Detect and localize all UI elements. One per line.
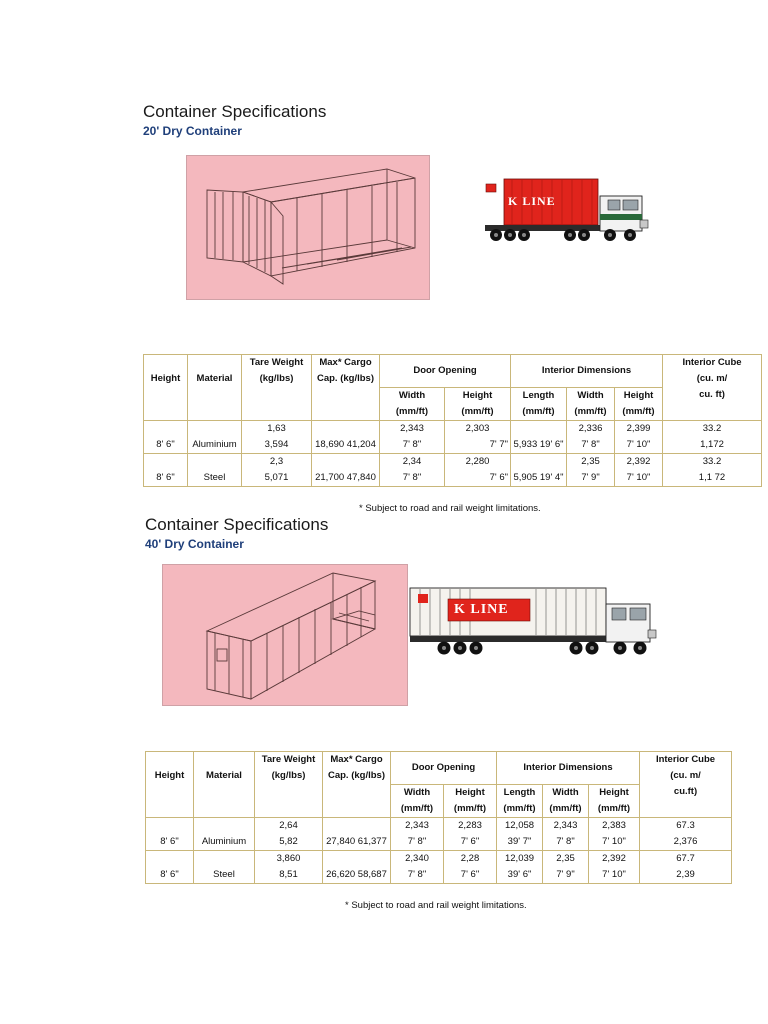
header-door-width: Width xyxy=(391,784,444,801)
cell-door-height-mm: 2,280 xyxy=(445,453,511,470)
cell-door-height-ft: 7' 6" xyxy=(444,867,497,884)
cell-int-height-ft: 7' 10" xyxy=(615,470,663,487)
truck-40ft-logo: K LINE xyxy=(454,602,509,617)
cell-int-width-mm: 2,35 xyxy=(543,850,589,867)
cell-tare-lbs: 8,51 xyxy=(255,867,323,884)
cell-height: 8' 6" xyxy=(144,437,188,454)
cell-door-width-ft: 7' 8" xyxy=(391,834,444,851)
cell-int-width-mm: 2,343 xyxy=(543,817,589,834)
header-tare-unit: (kg/lbs) xyxy=(242,371,312,387)
cell-material: Aluminium xyxy=(194,834,255,851)
section1-title: Container Specifications xyxy=(143,102,327,121)
cell-tare-lbs: 5,82 xyxy=(255,834,323,851)
section2-footnote: * Subject to road and rail weight limitations. xyxy=(345,900,527,911)
cell-int-width-ft: 7' 9" xyxy=(567,470,615,487)
cell-max-cargo: 26,620 58,687 xyxy=(323,867,391,884)
header-door-opening: Door Opening xyxy=(391,752,497,785)
cell-int-length-mm: 12,039 xyxy=(497,850,543,867)
table-row xyxy=(144,453,762,470)
header-max-unit: Cap. (kg/lbs) xyxy=(323,768,391,784)
cell-int-width-mm: 2,336 xyxy=(567,420,615,437)
header-cube-unit-2: cu.ft) xyxy=(640,784,732,801)
cell-door-height-mm: 2,28 xyxy=(444,850,497,867)
header-door-width: Width xyxy=(380,387,445,404)
section2-title: Container Specifications xyxy=(145,515,329,534)
container-20ft-drawing xyxy=(186,155,430,300)
header-interior-cube: Interior Cube xyxy=(663,355,762,372)
header-int-width: Width xyxy=(567,387,615,404)
header-height-label: Height xyxy=(144,371,188,387)
cell-material: Aluminium xyxy=(188,437,242,454)
cell-height: 8' 6" xyxy=(146,834,194,851)
header-max-cargo: Max* Cargo xyxy=(312,355,380,372)
container-20ft-illustration xyxy=(187,156,429,299)
header-int-height-unit: (mm/ft) xyxy=(615,404,663,421)
cell-door-height-mm: 2,283 xyxy=(444,817,497,834)
header-int-length: Length xyxy=(511,387,567,404)
header-material-label: Material xyxy=(188,371,242,387)
header-interior-cube: Interior Cube xyxy=(640,752,732,769)
cell-door-width-mm: 2,343 xyxy=(380,420,445,437)
cell-cube-ft: 2,39 xyxy=(640,867,732,884)
cell-max-cargo: 27,840 61,377 xyxy=(323,834,391,851)
cell-tare-kg: 2,64 xyxy=(255,817,323,834)
cell-door-width-mm: 2,340 xyxy=(391,850,444,867)
header-interior-dimensions: Interior Dimensions xyxy=(497,752,640,785)
cell-cube-m: 33.2 xyxy=(663,453,762,470)
header-door-height: Height xyxy=(445,387,511,404)
table-row xyxy=(146,867,732,884)
header-cube-unit-1: (cu. m/ xyxy=(640,768,732,784)
header-int-height: Height xyxy=(615,387,663,404)
cell-int-height-mm: 2,392 xyxy=(615,453,663,470)
header-interior-dimensions: Interior Dimensions xyxy=(511,355,663,388)
truck-20ft-logo: K LINE xyxy=(508,194,556,208)
cell-cube-m: 67.3 xyxy=(640,817,732,834)
cell-int-width-ft: 7' 9" xyxy=(543,867,589,884)
header-door-width-unit: (mm/ft) xyxy=(391,801,444,818)
header-door-height-unit: (mm/ft) xyxy=(445,404,511,421)
container-40ft-illustration xyxy=(163,565,407,705)
header-int-width-unit: (mm/ft) xyxy=(543,801,589,818)
cell-int-height-mm: 2,399 xyxy=(615,420,663,437)
cell-tare-kg: 1,63 xyxy=(242,420,312,437)
cell-int-length-mm: 12,058 xyxy=(497,817,543,834)
header-door-width-unit: (mm/ft) xyxy=(380,404,445,421)
section1-subtitle: 20' Dry Container xyxy=(143,124,242,138)
table-row xyxy=(144,437,762,454)
header-max-cargo: Max* Cargo xyxy=(323,752,391,769)
table-row xyxy=(146,834,732,851)
header-max-unit: Cap. (kg/lbs) xyxy=(312,371,380,387)
cell-cube-m: 67.7 xyxy=(640,850,732,867)
cell-door-width-ft: 7' 8" xyxy=(391,867,444,884)
header-int-height-unit: (mm/ft) xyxy=(589,801,640,818)
cell-int-width-ft: 7' 8" xyxy=(567,437,615,454)
header-tare-weight: Tare Weight xyxy=(255,752,323,769)
container-40ft-drawing xyxy=(162,564,408,706)
table-row xyxy=(144,420,762,437)
cell-cube-ft: 2,376 xyxy=(640,834,732,851)
header-height xyxy=(144,355,188,372)
cell-int-height-ft: 7' 10" xyxy=(589,834,640,851)
spec-table-40ft xyxy=(145,751,732,884)
header-material-spacer xyxy=(188,355,242,372)
cell-tare-lbs: 3,594 xyxy=(242,437,312,454)
header-height-label: Height xyxy=(146,768,194,784)
cell-max-cargo: 18,690 41,204 xyxy=(312,437,380,454)
table-row xyxy=(146,850,732,867)
cell-door-height-ft: 7' 6" xyxy=(445,470,511,487)
header-int-width-unit: (mm/ft) xyxy=(567,404,615,421)
header-int-length: Length xyxy=(497,784,543,801)
cell-tare-kg: 3,860 xyxy=(255,850,323,867)
cell-cube-m: 33.2 xyxy=(663,420,762,437)
cell-max-cargo: 21,700 47,840 xyxy=(312,470,380,487)
truck-20ft-illustration xyxy=(482,176,652,248)
cell-int-height-ft: 7' 10" xyxy=(615,437,663,454)
cell-tare-lbs: 5,071 xyxy=(242,470,312,487)
cell-cube-ft: 1,1 72 xyxy=(663,470,762,487)
header-door-height: Height xyxy=(444,784,497,801)
header-int-length-unit: (mm/ft) xyxy=(511,404,567,421)
cell-door-width-mm: 2,343 xyxy=(391,817,444,834)
header-door-opening: Door Opening xyxy=(380,355,511,388)
section2-subtitle: 40' Dry Container xyxy=(145,537,244,551)
cell-door-width-ft: 7' 8" xyxy=(380,437,445,454)
cell-height: 8' 6" xyxy=(146,867,194,884)
header-door-height-unit: (mm/ft) xyxy=(444,801,497,818)
cell-int-length: 5,933 19' 6" xyxy=(511,437,567,454)
cell-tare-kg: 2,3 xyxy=(242,453,312,470)
header-tare-unit: (kg/lbs) xyxy=(255,768,323,784)
spec-table-20ft xyxy=(143,354,762,487)
header-material-label: Material xyxy=(194,768,255,784)
cell-door-height-mm: 2,303 xyxy=(445,420,511,437)
cell-height: 8' 6" xyxy=(144,470,188,487)
cell-door-height-ft: 7' 7" xyxy=(445,437,511,454)
cell-int-length: 5,905 19' 4" xyxy=(511,470,567,487)
header-int-width: Width xyxy=(543,784,589,801)
header-cube-unit-2: cu. ft) xyxy=(663,387,762,404)
table-row xyxy=(144,470,762,487)
cell-cube-ft: 1,172 xyxy=(663,437,762,454)
cell-int-length-ft: 39' 7" xyxy=(497,834,543,851)
cell-int-height-mm: 2,383 xyxy=(589,817,640,834)
cell-door-height-ft: 7' 6" xyxy=(444,834,497,851)
cell-int-width-mm: 2,35 xyxy=(567,453,615,470)
cell-door-width-mm: 2,34 xyxy=(380,453,445,470)
header-int-height: Height xyxy=(589,784,640,801)
section1-footnote: * Subject to road and rail weight limitations. xyxy=(359,503,541,514)
cell-material: Steel xyxy=(188,470,242,487)
cell-int-length-ft: 39' 6" xyxy=(497,867,543,884)
header-tare-weight: Tare Weight xyxy=(242,355,312,372)
cell-material: Steel xyxy=(194,867,255,884)
cell-int-height-mm: 2,392 xyxy=(589,850,640,867)
cell-int-width-ft: 7' 8" xyxy=(543,834,589,851)
table-row xyxy=(146,817,732,834)
header-int-length-unit: (mm/ft) xyxy=(497,801,543,818)
cell-door-width-ft: 7' 8" xyxy=(380,470,445,487)
header-cube-unit-1: (cu. m/ xyxy=(663,371,762,387)
truck-40ft-illustration xyxy=(408,578,658,662)
cell-int-height-ft: 7' 10" xyxy=(589,867,640,884)
